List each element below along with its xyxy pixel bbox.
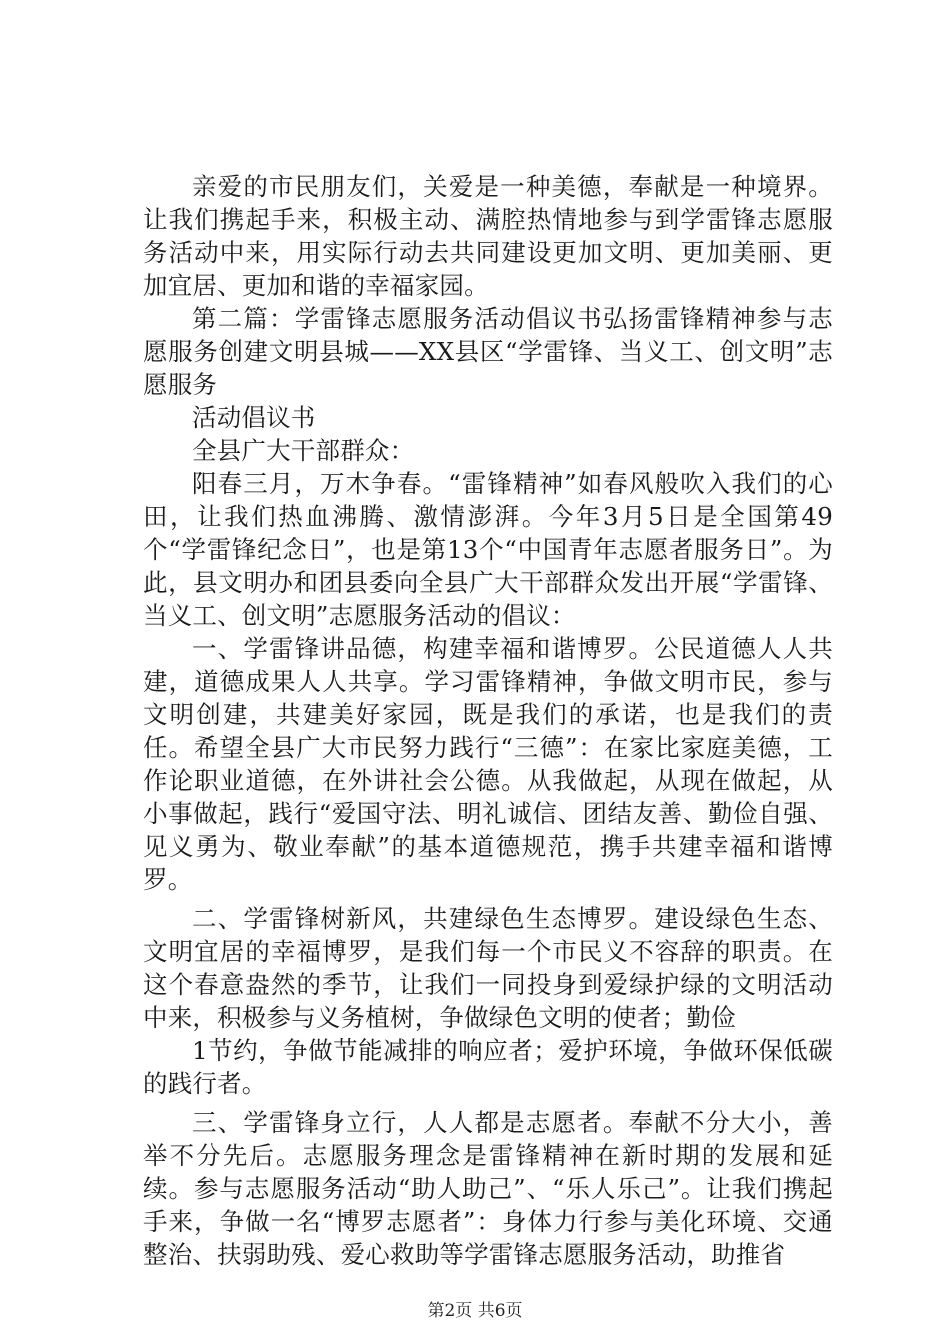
paragraph-closing-appeal: 亲爱的市民朋友们，关爱是一种美德，奉献是一种境界。让我们携起手来，积极主动、满腔热情地参与到学雷锋志愿服务活动中来，用实际行动去共同建设更加文明、更加美丽、更加宜居、更加和谐的幸福家园。 [143,172,833,300]
paragraph-section-two-continued: 1节约，争做节能减排的响应者；爱护环境，争做环保低碳的践行者。 [143,1036,833,1098]
paragraph-chapter-title: 第二篇：学雷锋志愿服务活动倡议书弘扬雷锋精神参与志愿服务创建文明县城——XX县区“学雷锋、当义工、创文明”志愿服务 [143,304,833,399]
paragraph-section-three: 三、学雷锋身立行，人人都是志愿者。奉献不分大小，善举不分先后。志愿服务理念是雷锋精神在新时期的发展和延续。参与志愿服务活动“助人助己”、“乐人乐己”。让我们携起手来，争做一名“博罗志愿者”：身体力行参与美化环境、交通整治、扶弱助残、爱心救助等学雷锋志愿服务活动，助推省 [143,1108,833,1269]
paragraph-salutation: 全县广大干部群众： [192,436,415,465]
paragraph-section-two: 二、学雷锋树新风，共建绿色生态博罗。建设绿色生态、文明宜居的幸福博罗，是我们每一个市民义不容辞的职责。在这个春意盎然的季节，让我们一同投身到爱绿护绿的文明活动中来，积极参与义务植树，争做绿色文明的使者；勤俭 [143,904,833,1032]
page-number-footer: 第2页 共6页 [427,1301,523,1321]
document-body [143,170,833,1271]
paragraph-title-continuation: 活动倡议书 [192,403,316,432]
paragraph-section-one: 一、学雷锋讲品德，构建幸福和谐博罗。公民道德人人共建，道德成果人人共享。学习雷锋精神，争做文明市民，参与文明创建，共建美好家园，既是我们的承诺，也是我们的责任。希望全县广大市民努力践行“三德”：在家比家庭美德，工作论职业道德，在外讲社会公德。从我做起，从现在做起，从小事做起，践行“爱国守法、明礼诚信、团结友善、勤俭自强、见义勇为、敬业奉献”的基本道德规范，携手共建幸福和谐博罗。 [143,634,833,894]
paragraph-introduction: 阳春三月，万木争春。“雷锋精神”如春风般吹入我们的心田，让我们热血沸腾、激情澎湃。今年3月5日是全国第49个“学雷锋纪念日”，也是第13个“中国青年志愿者服务日”。为此，县文明办和团县委向全县广大干部群众发出开展“学雷锋、当义工、创文明”志愿服务活动的倡议： [143,469,833,630]
